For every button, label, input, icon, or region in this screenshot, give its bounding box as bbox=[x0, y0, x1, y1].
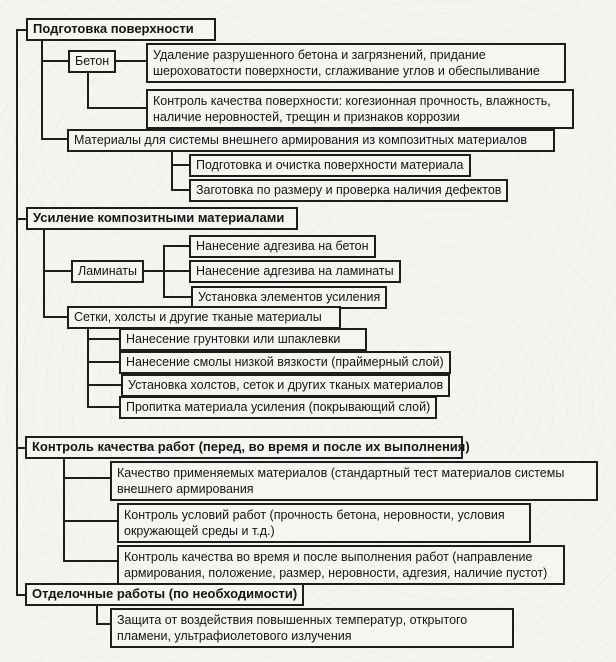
node-fabric-task-1: Нанесение грунтовки или шпаклевки bbox=[119, 328, 367, 351]
node-quality-task-1: Качество применяемых материалов (стандартный тест материалов системы внешнего армирования bbox=[110, 461, 598, 501]
connector-surface-prep-spine bbox=[41, 36, 43, 140]
connector-to-laminate-task2 bbox=[163, 270, 189, 272]
node-finishing: Отделочные работы (по необходимости) bbox=[25, 583, 304, 606]
node-quality-task-2: Контроль условий работ (прочность бетона, неровности, условия окружающей среды и т.д.) bbox=[117, 503, 531, 543]
node-fabric-task-4: Пропитка материала усиления (покрывающий слой) bbox=[119, 396, 437, 419]
node-fabric-task-2: Нанесение смолы низкой вязкости (праймерный слой) bbox=[119, 351, 451, 374]
node-concrete-task-2: Контроль качества поверхности: когезионная прочность, влажность, наличие неровностей, трещин и признаков коррозии bbox=[146, 89, 574, 129]
node-frp-materials: Материалы для системы внешнего армирования из композитных материалов bbox=[67, 129, 555, 152]
node-frp-material-task-1: Подготовка и очистка поверхности материала bbox=[189, 154, 471, 177]
connector-to-fabric-task1 bbox=[87, 338, 119, 340]
connector-to-frp-materials bbox=[41, 138, 69, 140]
node-laminate-task-2: Нанесение адгезива на ламинаты bbox=[189, 260, 401, 283]
node-finishing-task-1: Защита от воздействия повышенных температур, открытого пламени, ультрафиолетового излучения bbox=[110, 608, 514, 648]
connector-to-finishing-task1 bbox=[96, 623, 110, 625]
connector-fabrics-spine bbox=[87, 320, 89, 408]
connector-to-fabrics bbox=[43, 316, 69, 318]
connector-to-material-task2 bbox=[171, 189, 189, 191]
node-quality-control: Контроль качества работ (перед, во время и после их выполнения) bbox=[25, 436, 463, 459]
node-laminate-task-3: Установка элементов усиления bbox=[191, 286, 387, 309]
node-surface-preparation: Подготовка поверхности bbox=[26, 18, 216, 41]
connector-to-fabric-task2 bbox=[87, 361, 119, 363]
connector-to-quality-task2 bbox=[63, 520, 119, 522]
node-fabric-task-3: Установка холстов, сеток и других тканых материалов bbox=[121, 374, 450, 397]
node-fabrics: Сетки, холсты и другие тканые материалы bbox=[67, 306, 341, 329]
connector-concrete-to-task2 bbox=[87, 107, 146, 109]
connector-to-concrete bbox=[41, 60, 70, 62]
connector-main-spine bbox=[16, 29, 18, 596]
connector-to-laminates bbox=[43, 270, 73, 272]
node-frp-material-task-2: Заготовка по размеру и проверка наличия дефектов bbox=[189, 179, 508, 202]
node-frp-strengthening: Усиление композитными материалами bbox=[26, 207, 298, 230]
node-concrete: Бетон bbox=[68, 50, 116, 73]
connector-to-quality-task1 bbox=[63, 477, 112, 479]
connector-to-fabric-task4 bbox=[87, 406, 119, 408]
node-concrete-task-1: Удаление разрушенного бетона и загрязнений, придание шероховатости поверхности, сглаживание углов и обеспыливание bbox=[146, 43, 566, 83]
node-laminates: Ламинаты bbox=[71, 260, 144, 283]
node-quality-task-3: Контроль качества во время и после выполнения работ (направление армирования, положение, размер, неровности, адгезия, наличие пустот) bbox=[117, 545, 565, 585]
connector-to-laminate-task3 bbox=[163, 296, 191, 298]
connector-to-laminate-task1 bbox=[163, 245, 189, 247]
node-laminate-task-1: Нанесение адгезива на бетон bbox=[189, 235, 376, 258]
connector-quality-spine bbox=[63, 452, 65, 562]
connector-to-fabric-task3 bbox=[87, 384, 121, 386]
connector-to-quality-task3 bbox=[63, 560, 119, 562]
connector-strengthening-spine bbox=[43, 226, 45, 318]
connector-to-material-task1 bbox=[171, 164, 189, 166]
